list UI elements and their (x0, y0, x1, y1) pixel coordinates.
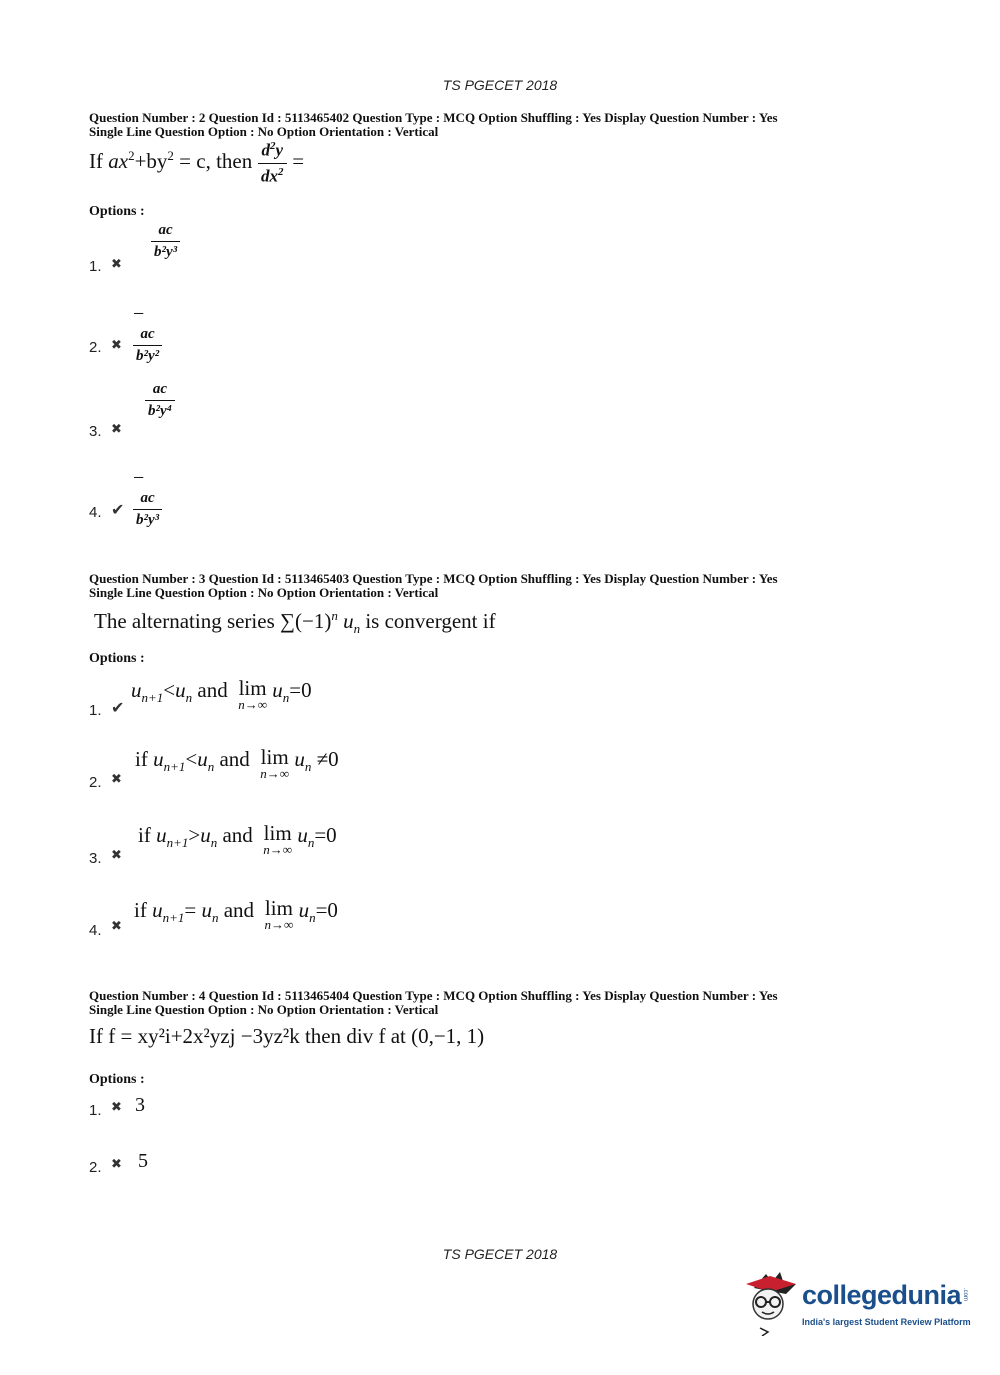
option-expression: if $u_{n+1}<u_n$ and lim n→∞ $u_n \ne 0$ (135, 745, 339, 781)
collegedunia-logo[interactable] (740, 1268, 980, 1338)
option-expression: if $u_{n+1}= u_n$ and lim n→∞ $u_n=0$ (134, 896, 338, 932)
option-fraction: $\frac{ac}{\text{b²y³}}$ (151, 222, 180, 261)
logo-brand-name: collegedunia (802, 1280, 962, 1310)
option-value: 3 (135, 1094, 145, 1116)
question-2-derivative: $\frac{d^2y}{dx^2}$ (258, 140, 288, 186)
wrong-mark-icon: ✖ (111, 422, 122, 437)
option-number: 2. (89, 774, 102, 791)
logo-tagline: India's largest Student Review Platform (802, 1317, 971, 1327)
question-4-options-label: Options : (89, 1072, 145, 1087)
mascot-icon (740, 1270, 798, 1336)
option-fraction: $\frac{ac}{\text{b²y³}}$ (133, 490, 162, 529)
option-fraction: $\frac{ac}{\text{b²y²}}$ (133, 326, 162, 365)
option-expression: $u_{n+1}<u_n$ and lim n→∞ $u_n=0$ (131, 676, 312, 712)
option-expression: if $u_{n+1}>u_n$ and lim n→∞ $u_n=0$ (138, 821, 337, 857)
option-number: 2. (89, 1159, 102, 1176)
option-number: 2. (89, 339, 102, 356)
wrong-mark-icon: ✖ (111, 1100, 122, 1115)
option-number: 3. (89, 423, 102, 440)
wrong-mark-icon: ✖ (111, 1157, 122, 1172)
wrong-mark-icon: ✖ (111, 772, 122, 787)
question-3-meta-line-1: Question Number : 3 Question Id : 5113465403 Question Type : MCQ Option Shuffling : Yes Display Question Number : Yes (89, 571, 778, 586)
correct-check-icon: ✔ (111, 500, 125, 519)
option-number: 1. (89, 1102, 102, 1119)
option-number: 4. (89, 922, 102, 939)
option-fraction: $\frac{ac}{\text{b²y⁴}}$ (145, 381, 175, 420)
question-2-options-label: Options : (89, 204, 145, 219)
question-3-options-label: Options : (89, 651, 145, 666)
question-4-meta-line-2: Single Line Question Option : No Option Orientation : Vertical (89, 1002, 439, 1017)
correct-check-icon: ✔ (111, 698, 125, 717)
option-sign: − (133, 467, 145, 489)
question-2-text: If $ax^2+by^2 = c$, then $\frac{d^2y}{dx^2}$ = (89, 140, 305, 186)
question-3-text-a: The alternating series (94, 609, 281, 633)
logo-dotcom: .com (962, 1288, 968, 1302)
option-number: 3. (89, 850, 102, 867)
option-value: 5 (138, 1150, 148, 1172)
question-2-meta-line-1: Question Number : 2 Question Id : 5113465402 Question Type : MCQ Option Shuffling : Yes Display Question Number : Yes (89, 110, 778, 125)
question-4-text: If f = xy²i+2x²yzj −3yz²k then div f at (0,−1, 1) (89, 1024, 485, 1048)
wrong-mark-icon: ✖ (111, 257, 122, 272)
option-number: 1. (89, 702, 102, 719)
page-footer: TS PGECET 2018 (442, 1246, 558, 1262)
wrong-mark-icon: ✖ (111, 919, 122, 934)
question-2-text-prefix: If (89, 148, 109, 173)
option-number: 1. (89, 258, 102, 275)
question-2-meta-line-2: Single Line Question Option : No Option Orientation : Vertical (89, 124, 439, 139)
option-number: 4. (89, 504, 102, 521)
wrong-mark-icon: ✖ (111, 848, 122, 863)
wrong-mark-icon: ✖ (111, 338, 122, 353)
question-3-text: The alternating series $\sum(-1)^n$ $u_n$ is convergent if (94, 608, 496, 637)
page-header: TS PGECET 2018 (442, 77, 558, 93)
question-3-meta-line-2: Single Line Question Option : No Option Orientation : Vertical (89, 585, 439, 600)
option-sign: − (133, 303, 145, 325)
question-3-text-b: is convergent if (360, 609, 496, 633)
question-2-text-eq: = c, then (173, 148, 253, 173)
question-4-meta-line-1: Question Number : 4 Question Id : 5113465404 Question Type : MCQ Option Shuffling : Yes Display Question Number : Yes (89, 988, 778, 1003)
